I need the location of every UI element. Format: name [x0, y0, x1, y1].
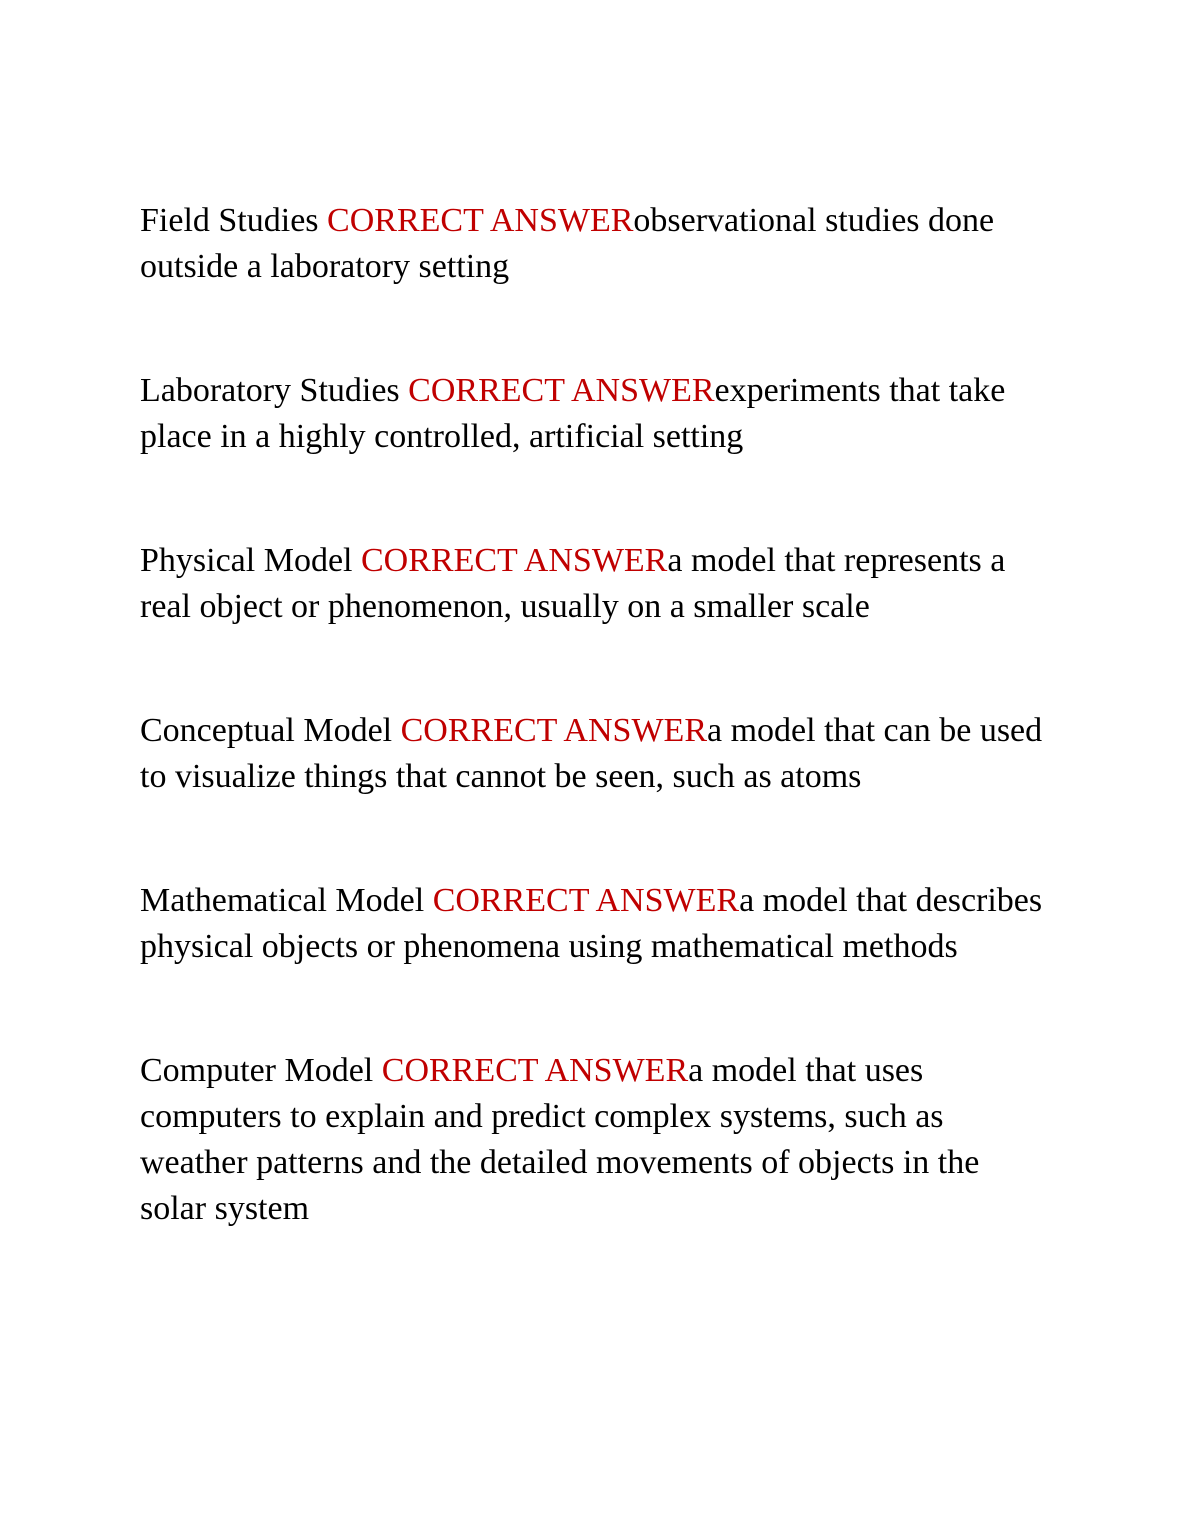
- flashcard-entry-mathematical-model: [140, 878, 1050, 970]
- definition: observational studies done outside a laboratory setting: [140, 202, 995, 285]
- correct-answer-marker: CORRECT ANSWER: [400, 712, 707, 749]
- correct-answer-marker: CORRECT ANSWER: [360, 542, 668, 579]
- term: Mathematical Model: [140, 882, 425, 919]
- definition: a model that represents a real object or phenomenon, usually on a smaller scale: [140, 542, 1006, 625]
- term: Field Studies: [140, 202, 319, 239]
- correct-answer-marker: CORRECT ANSWER: [381, 1052, 689, 1089]
- correct-answer-marker: CORRECT ANSWER: [408, 372, 715, 409]
- flashcard-list: [140, 198, 1050, 1310]
- flashcard-entry-field-studies: [140, 198, 1050, 290]
- term: Conceptual Model: [140, 712, 393, 749]
- correct-answer-marker: CORRECT ANSWER: [327, 202, 634, 239]
- term: Physical Model: [140, 542, 353, 579]
- definition: experiments that take place in a highly controlled, artificial setting: [140, 372, 1006, 455]
- definition: a model that uses computers to explain and predict complex systems, such as weather patterns and the detailed movements of objects in the solar system: [140, 1052, 980, 1227]
- correct-answer-marker: CORRECT ANSWER: [432, 882, 740, 919]
- term: Computer Model: [140, 1052, 374, 1089]
- flashcard-entry-physical-model: [140, 538, 1050, 630]
- definition: a model that can be used to visualize things that cannot be seen, such as atoms: [140, 712, 1043, 795]
- flashcard-entry-laboratory-studies: [140, 368, 1050, 460]
- flashcard-entry-conceptual-model: [140, 708, 1050, 800]
- term: Laboratory Studies: [140, 372, 400, 409]
- definition: a model that describes physical objects or phenomena using mathematical methods: [140, 882, 1043, 965]
- flashcard-entry-computer-model: [140, 1048, 1050, 1232]
